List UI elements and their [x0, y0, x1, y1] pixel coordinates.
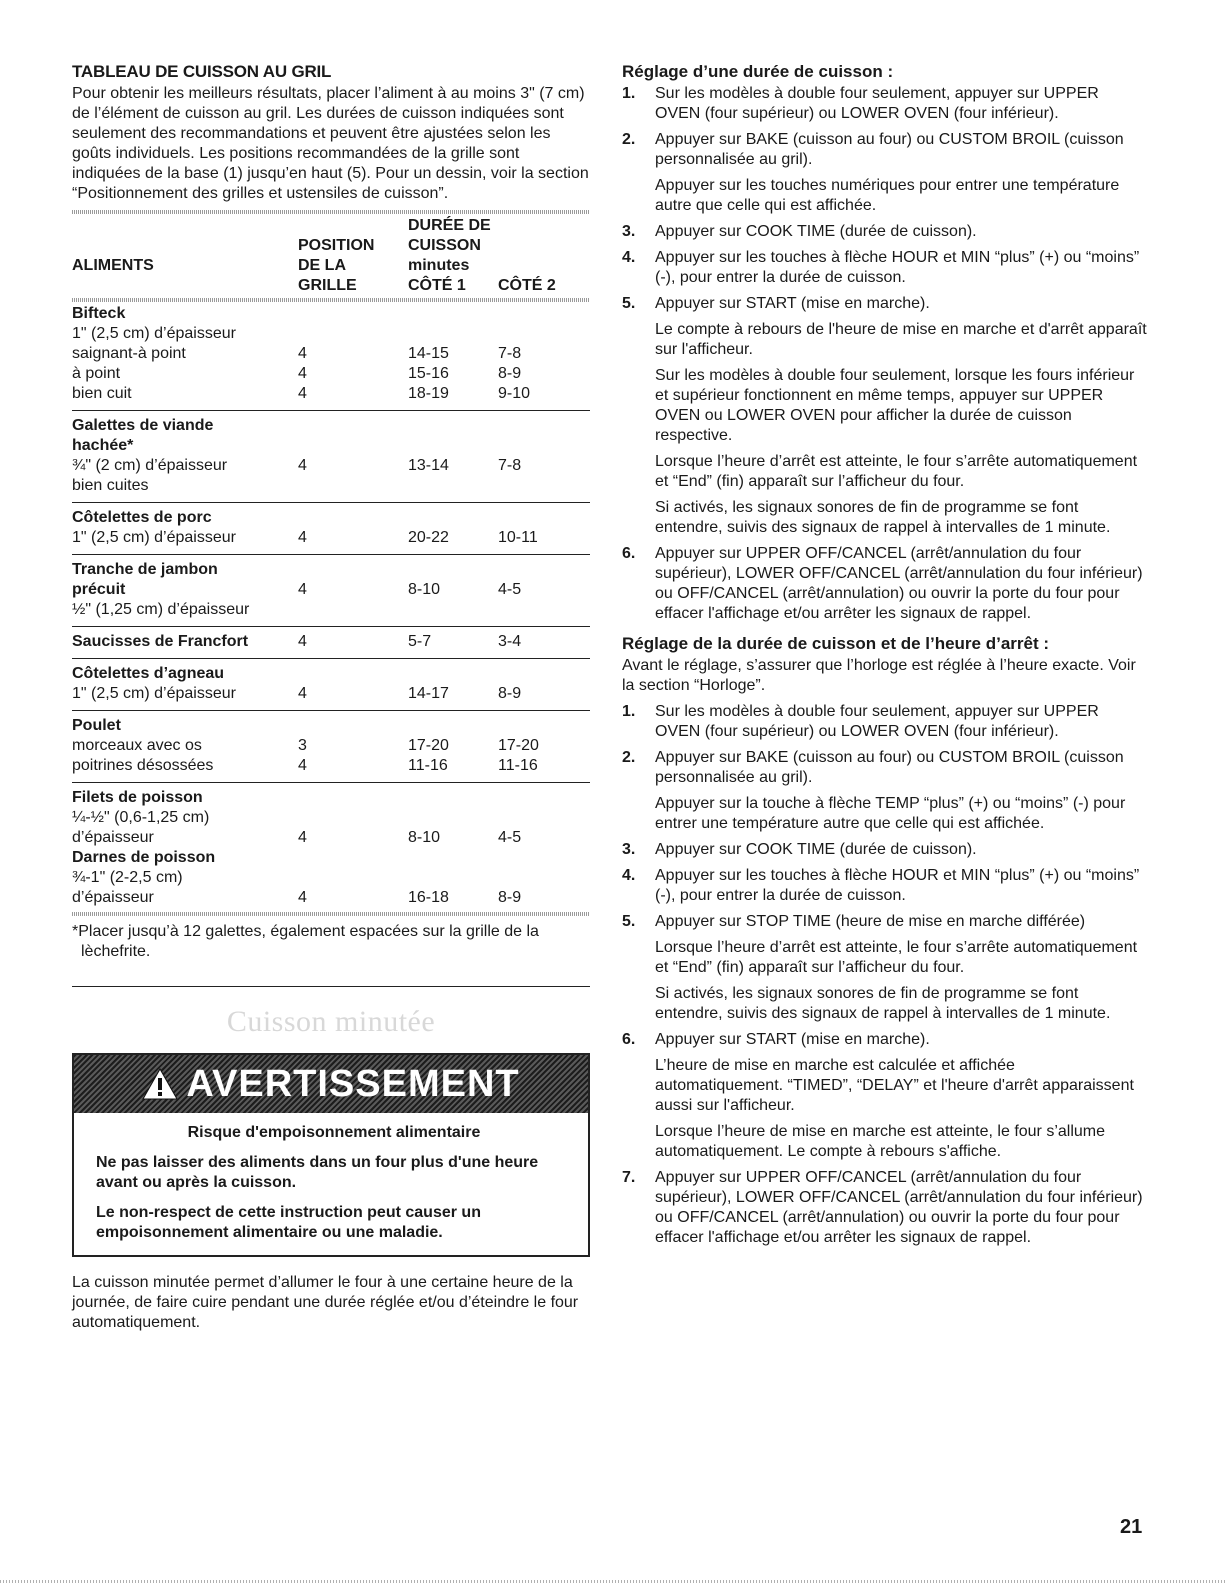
food-detail: saignant-à point: [72, 345, 186, 362]
rack-position: 4: [298, 627, 408, 659]
step-number: 6.: [622, 545, 636, 562]
rack-position: 4: [298, 345, 307, 362]
step-number: 2.: [622, 749, 636, 766]
step-number: 3.: [622, 223, 636, 240]
list-item: [622, 1168, 1147, 1248]
table-row: [72, 627, 590, 659]
broil-chart-intro: Pour obtenir les meilleurs résultats, placer l’aliment à au moins 3" (7 cm) de l’élément de cuisson au gril. Les durées de cuisson indiquées sont seulement des recommandations et peuvent être ajustées selon les goûts individuels. Les positions recommandées de la grille sont indiquées de la base (1) jusqu’en haut (5). Pour un dessin, voir la section “Positionnement des grilles et ustensiles de cuisson”.: [72, 85, 589, 202]
food-detail: 1" (2,5 cm) d’épaisseur: [72, 325, 236, 342]
header-position-2: DE LA: [298, 257, 346, 274]
step-text: Sur les modèles à double four seulement, appuyer sur UPPER OVEN (four supérieur) ou LOWER OVEN (four inférieur).: [655, 703, 1099, 740]
header-side-1: CÔTÉ 1: [408, 277, 466, 294]
scan-edge-dotted-line: [0, 1580, 1225, 1583]
rack-position: 3: [298, 737, 307, 754]
table-row: [72, 888, 590, 908]
rack-position: 4: [298, 829, 307, 846]
side-2-minutes: 17-20: [498, 737, 539, 754]
step-subtext: Appuyer sur les touches numériques pour entrer une température autre que celle qui est affichée.: [655, 177, 1120, 214]
timed-cooking-title: Cuisson minutée: [226, 1005, 436, 1038]
step-number: 4.: [622, 867, 636, 884]
step-number: 6.: [622, 1031, 636, 1048]
set-duration-stop-steps: [622, 702, 1147, 1248]
warning-header-text: AVERTISSEMENT: [186, 1062, 520, 1105]
table-row: [72, 848, 590, 868]
table-row: [72, 711, 590, 737]
rack-position: 4: [298, 365, 307, 382]
list-item: [622, 840, 1147, 860]
timed-cooking-description: La cuisson minutée permet d’allumer le four à une certaine heure de la journée, de faire cuire pendant une durée réglée et/ou d’éteindre le four automatiquement.: [72, 1274, 579, 1331]
side-2-minutes: 8-9: [498, 684, 590, 711]
step-text: Appuyer sur START (mise en marche).: [655, 1031, 930, 1048]
food-detail: ¼-½" (0,6-1,25 cm): [72, 809, 210, 826]
step-subtext: Le compte à rebours de l'heure de mise en marche et d'arrêt apparaît sur l'afficheur.: [655, 321, 1147, 358]
food-detail: bien cuites: [72, 476, 298, 503]
list-item: [622, 1030, 1147, 1162]
side-1-minutes: 16-18: [408, 889, 449, 906]
step-number: 2.: [622, 131, 636, 148]
side-2-minutes: 7-8: [498, 457, 522, 474]
side-1-minutes: 13-14: [408, 457, 449, 474]
rack-position: 4: [298, 384, 408, 411]
food-title: Côtelettes d’agneau: [72, 665, 225, 682]
header-side-2: CÔTÉ 2: [498, 277, 556, 294]
list-item: [622, 84, 1147, 124]
step-subtext: Sur les modèles à double four seulement, lorsque les fours inférieur et supérieur fonctionnent en même temps, appuyer sur UPPER OVEN ou LOWER OVEN pour afficher la durée de cuisson respective.: [655, 367, 1135, 444]
food-title: hachée*: [72, 437, 134, 454]
side-1-minutes: 11-16: [408, 756, 498, 783]
side-1-minutes: 18-19: [408, 384, 498, 411]
table-row: [72, 304, 590, 324]
list-item: [622, 866, 1147, 906]
table-row: [72, 476, 590, 503]
warning-triangle-icon: [142, 1068, 178, 1100]
list-item: [622, 248, 1147, 288]
step-subtext: Si activés, les signaux sonores de fin de programme se font entendre, suivis des signaux de rappel à intervalles de 1 minute.: [655, 499, 1111, 536]
dotted-divider: [72, 298, 590, 302]
rack-position: 4: [298, 457, 307, 474]
side-2-minutes: 7-8: [498, 345, 522, 362]
header-duration-2: CUISSON: [408, 237, 481, 254]
step-text: Appuyer sur BAKE (cuisson au four) ou CUSTOM BROIL (cuisson personnalisée au gril).: [655, 749, 1124, 786]
step-subtext: Lorsque l’heure d’arrêt est atteinte, le four s’arrête automatiquement et “End” (fin) apparaît sur l’afficheur du four.: [655, 453, 1138, 490]
table-row: [72, 828, 590, 848]
step-number: 5.: [622, 295, 636, 312]
table-row: [72, 684, 590, 711]
step-text: Sur les modèles à double four seulement, appuyer sur UPPER OVEN (four supérieur) ou LOWER OVEN (four inférieur).: [655, 85, 1099, 122]
table-row: [72, 555, 590, 581]
table-row: [72, 580, 590, 600]
list-item: [622, 544, 1147, 624]
list-item: [622, 130, 1147, 216]
header-position-1: POSITION: [298, 237, 375, 254]
warning-risk: Risque d'empoisonnement alimentaire: [187, 1124, 481, 1141]
step-text: Appuyer sur UPPER OFF/CANCEL (arrêt/annulation du four supérieur), LOWER OFF/CANCEL (arrêt/annulation du four inférieur) ou OFF/CANCEL (arrêt/annulation) ou ouvrir la porte du four pour effacer l'affichage et/ou arrêter les signaux de rappel.: [655, 545, 1143, 622]
side-2-minutes: 3-4: [498, 627, 590, 659]
table-header-row-4: [72, 276, 590, 296]
broil-chart-footnote: *Placer jusqu’à 12 galettes, également espacées sur la grille de la lèchefrite.: [72, 923, 539, 960]
step-text: Appuyer sur BAKE (cuisson au four) ou CUSTOM BROIL (cuisson personnalisée au gril).: [655, 131, 1124, 168]
step-subtext: Appuyer sur la touche à flèche TEMP “plus” (+) ou “moins” (-) pour entrer une température autre que celle qui est affichée.: [655, 795, 1126, 832]
set-duration-title: Réglage d’une durée de cuisson :: [622, 62, 894, 81]
set-duration-steps: [622, 84, 1147, 624]
list-item: [622, 294, 1147, 538]
side-1-minutes: 20-22: [408, 528, 498, 555]
food-title: Filets de poisson: [72, 789, 203, 806]
food-title: Darnes de poisson: [72, 849, 216, 866]
table-header-row-1: [72, 216, 590, 236]
step-number: 4.: [622, 249, 636, 266]
step-number: 1.: [622, 85, 636, 102]
food-title: Poulet: [72, 717, 121, 734]
left-column: [72, 62, 590, 1333]
table-row: [72, 324, 590, 344]
table-header-row-3: [72, 256, 590, 276]
step-number: 1.: [622, 703, 636, 720]
step-text: Appuyer sur les touches à flèche HOUR et MIN “plus” (+) ou “moins” (-), pour entrer la durée de cuisson.: [655, 867, 1140, 904]
step-number: 3.: [622, 841, 636, 858]
side-1-minutes: 8-10: [408, 581, 441, 598]
header-duration-3: minutes: [408, 257, 470, 274]
header-duration-1: DURÉE DE: [408, 217, 491, 234]
food-detail: poitrines désossées: [72, 756, 298, 783]
table-row: [72, 436, 590, 456]
food-detail: morceaux avec os: [72, 737, 202, 754]
warning-box: [72, 1053, 590, 1257]
step-subtext: Lorsque l’heure d’arrêt est atteinte, le four s’arrête automatiquement et “End” (fin) apparaît sur l’afficheur du four.: [655, 939, 1138, 976]
table-row: [72, 456, 590, 476]
step-subtext: Si activés, les signaux sonores de fin de programme se font entendre, suivis des signaux de rappel à intervalles de 1 minute.: [655, 985, 1111, 1022]
side-2-minutes: 8-9: [498, 365, 522, 382]
food-detail: d’épaisseur: [72, 829, 154, 846]
rack-position: 4: [298, 684, 408, 711]
dotted-divider: [72, 912, 590, 916]
table-row: [72, 736, 590, 756]
step-text: Appuyer sur les touches à flèche HOUR et MIN “plus” (+) ou “moins” (-), pour entrer la durée de cuisson.: [655, 249, 1140, 286]
table-row: [72, 756, 590, 783]
dotted-divider: [72, 210, 590, 214]
step-text: Appuyer sur UPPER OFF/CANCEL (arrêt/annulation du four supérieur), LOWER OFF/CANCEL (arrêt/annulation du four inférieur) ou OFF/CANCEL (arrêt/annulation) ou ouvrir la porte du four pour effacer l'affichage et/ou arrêter les signaux de rappel.: [655, 1169, 1143, 1246]
broil-chart-table: [72, 216, 590, 296]
side-2-minutes: 8-9: [498, 889, 522, 906]
step-text: Appuyer sur COOK TIME (durée de cuisson).: [655, 223, 977, 240]
food-detail: à point: [72, 365, 121, 382]
table-row: [72, 659, 590, 685]
rack-position: 4: [298, 889, 307, 906]
page-number: 21: [1120, 1516, 1143, 1538]
food-title: Côtelettes de porc: [72, 509, 212, 526]
side-2-minutes: 9-10: [498, 384, 590, 411]
table-row: [72, 808, 590, 828]
header-position-3: GRILLE: [298, 277, 357, 294]
food-title: précuit: [72, 581, 126, 598]
food-detail: ½" (1,25 cm) d’épaisseur: [72, 600, 298, 627]
table-row: [72, 503, 590, 529]
food-detail: 1" (2,5 cm) d’épaisseur: [72, 684, 298, 711]
food-title: Galettes de viande: [72, 417, 214, 434]
rack-position: 4: [298, 528, 408, 555]
food-title: Tranche de jambon: [72, 561, 218, 578]
table-row: [72, 344, 590, 364]
table-row: [72, 783, 590, 809]
table-row: [72, 528, 590, 555]
side-2-minutes: 4-5: [498, 581, 522, 598]
rack-position: 4: [298, 581, 307, 598]
food-title: Bifteck: [72, 305, 126, 322]
warning-line: Le non-respect de cette instruction peut causer un empoisonnement alimentaire ou une maladie.: [96, 1204, 481, 1241]
set-duration-stop-intro: Avant le réglage, s’assurer que l’horloge est réglée à l’heure exacte. Voir la section “Horloge”.: [622, 657, 1136, 694]
food-detail: 1" (2,5 cm) d’épaisseur: [72, 528, 298, 555]
list-item: [622, 912, 1147, 1024]
side-1-minutes: 5-7: [408, 627, 498, 659]
table-header-row-2: [72, 236, 590, 256]
warning-header: [74, 1055, 588, 1113]
list-item: [622, 748, 1147, 834]
food-title: Saucisses de Francfort: [72, 627, 298, 659]
side-1-minutes: 14-17: [408, 684, 498, 711]
food-detail: bien cuit: [72, 384, 298, 411]
table-row: [72, 364, 590, 384]
step-text: Appuyer sur START (mise en marche).: [655, 295, 930, 312]
list-item: [622, 702, 1147, 742]
header-foods: ALIMENTS: [72, 257, 154, 274]
food-detail: ¾" (2 cm) d’épaisseur: [72, 457, 228, 474]
side-1-minutes: 14-15: [408, 345, 449, 362]
food-detail: d’épaisseur: [72, 889, 154, 906]
side-2-minutes: 10-11: [498, 528, 590, 555]
set-duration-stop-title: Réglage de la durée de cuisson et de l’heure d’arrêt :: [622, 634, 1050, 653]
side-1-minutes: 17-20: [408, 737, 449, 754]
table-row: [72, 868, 590, 888]
broil-chart-body: [72, 304, 590, 908]
warning-line: Ne pas laisser des aliments dans un four plus d'une heure avant ou après la cuisson.: [96, 1154, 539, 1191]
step-subtext: Lorsque l’heure de mise en marche est atteinte, le four s’allume automatiquement. Le compte à rebours s'affiche.: [655, 1123, 1106, 1160]
right-column: [622, 62, 1147, 1254]
side-1-minutes: 15-16: [408, 365, 449, 382]
table-row: [72, 384, 590, 411]
step-subtext: L’heure de mise en marche est calculée et affichée automatiquement. “TIMED”, “DELAY” et l'heure d'arrêt apparaissent aussi sur l'afficheur.: [655, 1057, 1134, 1114]
side-1-minutes: 8-10: [408, 829, 441, 846]
side-2-minutes: 11-16: [498, 756, 590, 783]
list-item: [622, 222, 1147, 242]
step-text: Appuyer sur STOP TIME (heure de mise en marche différée): [655, 913, 1086, 930]
rack-position: 4: [298, 756, 408, 783]
table-row: [72, 411, 590, 437]
step-number: 5.: [622, 913, 636, 930]
broil-chart-title: TABLEAU DE CUISSON AU GRIL: [72, 62, 332, 81]
warning-body: [74, 1113, 588, 1255]
section-divider: [72, 986, 590, 987]
table-row: [72, 600, 590, 627]
side-2-minutes: 4-5: [498, 829, 522, 846]
food-detail: ¾-1" (2-2,5 cm): [72, 869, 183, 886]
step-number: 7.: [622, 1169, 636, 1186]
step-text: Appuyer sur COOK TIME (durée de cuisson).: [655, 841, 977, 858]
